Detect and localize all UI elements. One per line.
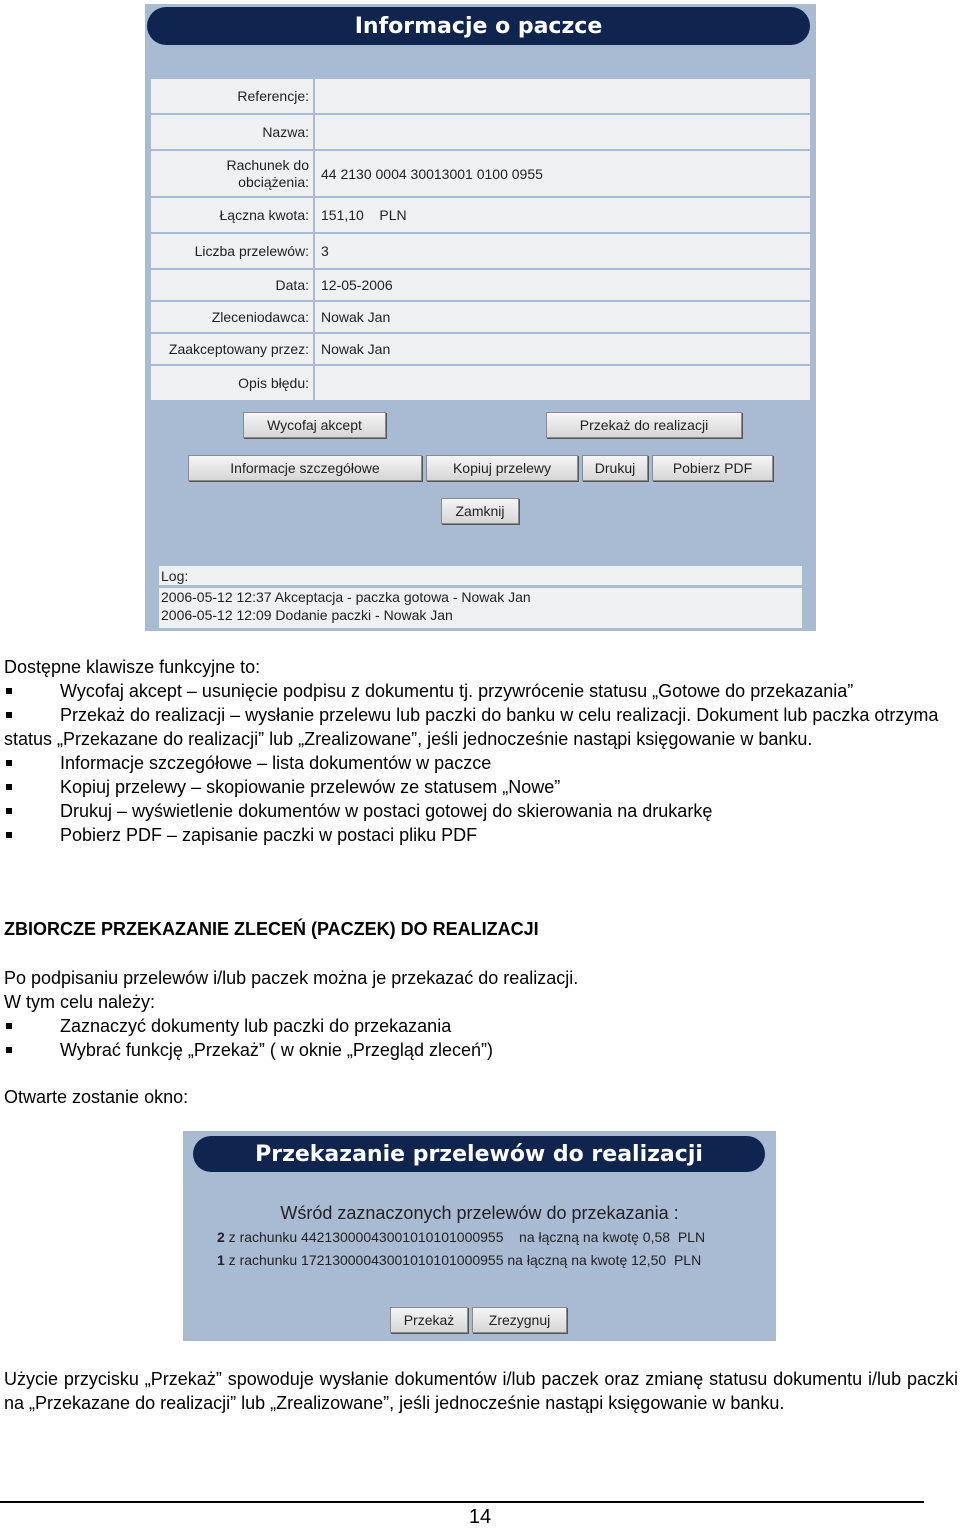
print-button[interactable]: Drukuj [582,455,648,481]
name-value [315,115,810,149]
transfer-summary-text: z rachunku 44213000043001010101000955 na łączną na kwotę 0,58 PLN [224,1229,706,1245]
bullet-pdf: Pobierz PDF – zapisanie paczki w postaci pliku PDF [4,823,958,847]
bullet-submit: Przekaż do realizacji – wysłanie przelewu lub paczki do banku w celu realizacji. Dokument lub paczka otrzyma status „Przekazane do realizacji” lub „Zrealizowane”, jeśli jednocześnie nastąpi księgowanie w banku. [4,703,958,751]
account-value: 44 2130 0004 30013001 0100 0955 [315,151,810,196]
copy-transfers-button[interactable]: Kopiuj przelewy [426,455,578,481]
closing-paragraph: Użycie przycisku „Przekaż” spowoduje wysłanie dokumentów i/lub paczek oraz zmianę statusu dokumentu i/lub paczki na „Przekazane do realizacji” lub „Zrealizowane”, jeśli jednocześnie nastąpi księgowanie w banku. [4,1369,958,1413]
transfer-count: 2 [217,1229,225,1245]
bullet-print: Drukuj – wyświetlenie dokumentów w postaci gotowej do skierowania na drukarkę [4,799,958,823]
submit-button[interactable]: Przekaż [390,1307,468,1333]
row-accepted-by [151,334,810,364]
error-desc-label: Opis błędu: [151,366,313,400]
row-name [151,115,810,149]
batch-paragraph-2: W tym celu należy: [4,992,156,1012]
row-date [151,270,810,300]
account-label: Rachunek do obciążenia: [151,151,313,196]
details-button[interactable]: Informacje szczegółowe [188,455,422,481]
references-value [315,79,810,113]
total-value: 151,10 PLN [315,198,810,232]
row-references [151,79,810,113]
row-total [151,198,810,232]
transfer-summary-line [217,1252,701,1268]
bullet-copy: Kopiuj przelewy – skopiowanie przelewów ze statusem „Nowe” [4,775,958,799]
orderer-value: Nowak Jan [315,302,810,332]
row-orderer [151,302,810,332]
cancel-button[interactable]: Zrezygnuj [472,1307,567,1333]
name-label: Nazwa: [151,115,313,149]
page-number: 14 [468,1506,492,1528]
orderer-label: Zleceniodawca: [151,302,313,332]
close-button[interactable]: Zamknij [441,498,519,524]
window-title: Informacje o paczce [147,7,810,45]
transfer-summary-line [217,1229,705,1245]
transfer-count: 1 [217,1252,225,1268]
window-intro: Otwarte zostanie okno: [4,1087,189,1107]
package-info-table [151,79,810,406]
log-entry: 2006-05-12 12:37 Akceptacja - paczka gotowa - Nowak Jan [161,589,531,605]
package-info-window [145,4,816,631]
submit-for-execution-button[interactable]: Przekaż do realizacji [546,412,742,438]
references-label: Referencje: [151,79,313,113]
row-account [151,151,810,196]
log-entry: 2006-05-12 12:09 Dodanie paczki - Nowak Jan [161,607,453,623]
footer-divider [0,1501,924,1503]
row-transfer-count [151,234,810,268]
error-desc-value [315,366,810,400]
selected-transfers-heading: Wśród zaznaczonych przelewów do przekazania : [280,1203,679,1223]
log-section [159,566,802,628]
accepted-by-label: Zaakceptowany przez: [151,334,313,364]
bullet-select-documents: Zaznaczyć dokumenty lub paczki do przekazania [4,1014,958,1038]
batch-submit-section [4,966,958,1062]
window-title: Przekazanie przelewów do realizacji [193,1136,765,1172]
function-keys-section [4,655,958,847]
transfer-count-value: 3 [315,234,810,268]
log-label: Log: [159,566,802,585]
bullet-choose-function: Wybrać funkcję „Przekaż” ( w oknie „Przegląd zleceń”) [4,1038,958,1062]
transfer-count-label: Liczba przelewów: [151,234,313,268]
batch-paragraph-1: Po podpisaniu przelewów i/lub paczek można je przekazać do realizacji. [4,968,579,988]
withdraw-accept-button[interactable]: Wycofaj akcept [243,412,386,438]
download-pdf-button[interactable]: Pobierz PDF [652,455,773,481]
total-label: Łączna kwota: [151,198,313,232]
accepted-by-value: Nowak Jan [315,334,810,364]
bullet-details: Informacje szczegółowe – lista dokumentów w paczce [4,751,958,775]
transfer-summary-text: z rachunku 17213000043001010101000955 na łączną na kwotę 12,50 PLN [224,1252,702,1268]
date-value: 12-05-2006 [315,270,810,300]
bullet-withdraw-accept: Wycofaj akcept – usunięcie podpisu z dokumentu tj. przywrócenie statusu „Gotowe do przekazania” [4,679,958,703]
row-error-desc [151,366,810,400]
date-label: Data: [151,270,313,300]
log-entries [159,588,802,628]
function-keys-intro: Dostępne klawisze funkcyjne to: [4,657,261,677]
section-heading: ZBIORCZE PRZEKAZANIE ZLECEŃ (PACZEK) DO REALIZACJI [4,919,539,939]
submit-transfers-window [183,1131,776,1341]
